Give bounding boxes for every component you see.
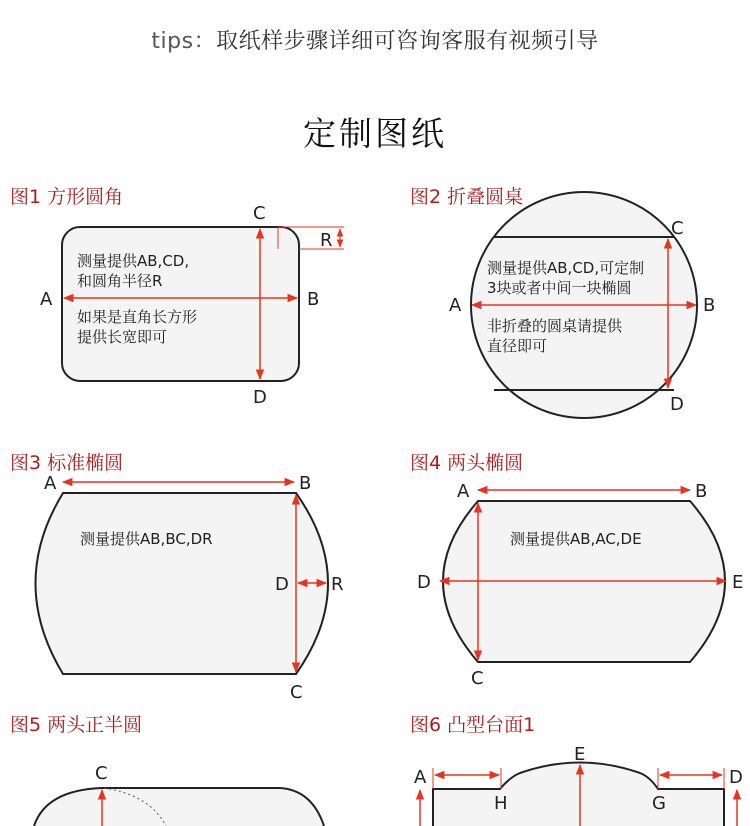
fig1-rounded-rect xyxy=(62,227,299,381)
figure-2-diagram xyxy=(449,192,715,418)
figure-6-diagram xyxy=(414,744,743,826)
fig4-letter-a: A xyxy=(457,481,470,502)
fig1-letter-d: D xyxy=(253,387,267,408)
fig1-note-4: 提供长宽即可 xyxy=(77,328,168,346)
figure-1-diagram xyxy=(40,203,344,408)
fig2-letter-c: C xyxy=(671,218,684,239)
fig6-letter-g: G xyxy=(652,793,666,814)
fig1-letter-r: R xyxy=(320,230,333,251)
fig3-letter-b: B xyxy=(299,473,312,494)
fig2-note-4: 直径即可 xyxy=(487,337,548,355)
fig4-letter-d: D xyxy=(417,572,431,593)
fig6-letter-a: A xyxy=(414,767,427,788)
fig3-note-1: 测量提供AB,BC,DR xyxy=(80,530,213,548)
tips-lead: tips： xyxy=(151,29,217,54)
fig2-note-3: 非折叠的圆桌请提供 xyxy=(487,317,623,335)
fig2-note-2: 3块或者中间一块椭圆 xyxy=(487,279,632,297)
fig1-letter-c: C xyxy=(253,203,266,224)
fig1-note-3: 如果是直角长方形 xyxy=(77,308,198,326)
tips-text: 取纸样步骤详细可咨询客服有视频引导 xyxy=(216,29,599,54)
fig2-letter-b: B xyxy=(703,295,716,316)
fig6-letter-h: H xyxy=(494,793,508,814)
fig1-letter-b: B xyxy=(307,289,320,310)
figure-4-label: 图4 两头椭圆 xyxy=(410,452,524,474)
page-title: 定制图纸 xyxy=(303,114,447,153)
fig3-letter-d: D xyxy=(275,574,289,595)
fig2-letter-d: D xyxy=(670,394,684,415)
figure-5-diagram xyxy=(34,763,324,826)
fig4-letter-e: E xyxy=(732,572,744,593)
fig4-note-1: 测量提供AB,AC,DE xyxy=(510,530,642,548)
fig1-note-1: 测量提供AB,CD, xyxy=(77,252,190,270)
figure-5-label: 图5 两头正半圆 xyxy=(10,714,143,736)
figure-4-diagram xyxy=(417,481,743,689)
fig4-letter-c: C xyxy=(471,668,484,689)
fig4-letter-b: B xyxy=(695,481,708,502)
fig3-letter-c: C xyxy=(290,682,303,703)
fig1-letter-a: A xyxy=(40,289,53,310)
fig6-letter-d: D xyxy=(729,767,743,788)
fig5-letter-c: C xyxy=(95,763,108,784)
fig2-letter-a: A xyxy=(449,295,462,316)
fig3-letter-a: A xyxy=(44,473,57,494)
fig5-shape xyxy=(34,788,324,826)
fig6-shape xyxy=(433,763,724,826)
fig6-letter-e: E xyxy=(574,744,586,765)
fig2-note-1: 测量提供AB,CD,可定制 xyxy=(487,259,645,277)
figure-3-label: 图3 标准椭圆 xyxy=(10,452,124,474)
figure-3-diagram xyxy=(36,473,344,703)
fig3-letter-r: R xyxy=(331,574,344,595)
fig1-note-2: 和圆角半径R xyxy=(77,272,163,290)
figure-2-label: 图2 折叠圆桌 xyxy=(410,186,524,208)
figure-6-label: 图6 凸型台面1 xyxy=(410,714,536,736)
figure-1-label: 图1 方形圆角 xyxy=(10,186,124,208)
